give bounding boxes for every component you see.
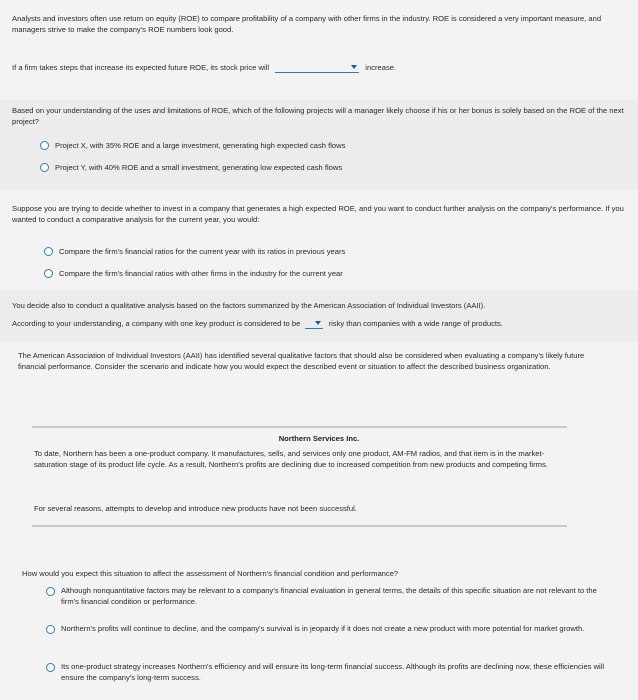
radio-button[interactable] xyxy=(46,587,55,596)
q5-section xyxy=(0,342,638,700)
q3-option-1-label: Compare the firm's financial ratios for the current year with its ratios in previous years xyxy=(59,247,346,256)
q4-line1: You decide also to conduct a qualitative analysis based on the factors summarized by the American Association of Individual Investors (AAII). xyxy=(12,301,486,310)
case-title: Northern Services Inc. xyxy=(278,434,360,443)
q2-option-2[interactable] xyxy=(40,162,342,173)
q2-prompt: Based on your understanding of the uses and limitations of ROE, which of the following projects will a manager likely choose if his or her bonus is solely based on the ROE of the next project? xyxy=(12,106,624,127)
q3-option-2-label: Compare the firm's financial ratios with other firms in the industry for the current year xyxy=(59,269,343,278)
q5-option-1[interactable] xyxy=(46,585,606,608)
q5-option-3[interactable] xyxy=(46,661,606,684)
q1-prefix: If a firm takes steps that increase its expected future ROE, its stock price will xyxy=(12,63,270,72)
q2-option-1-label: Project X, with 35% ROE and a large investment, generating high expected cash flows xyxy=(55,141,346,150)
q5-option-2-label: Northern's profits will continue to decline, and the company's survival is in jeopardy if it does not create a new product with more potential for market growth. xyxy=(61,624,585,633)
intro-section xyxy=(0,0,638,100)
chevron-down-icon xyxy=(351,65,357,69)
q5-intro: The American Association of Individual Investors (AAII) has identified several qualitative factors that should also be considered when evaluating a company's likely future financial performance. Consider the scenario and indicate how you would expect the described event or situation to affect the described business organization. xyxy=(18,351,585,372)
radio-button[interactable] xyxy=(46,663,55,672)
q4-section xyxy=(0,290,638,342)
q2-option-2-label: Project Y, with 40% ROE and a small investment, generating low expected cash flows xyxy=(55,163,343,172)
q1-line xyxy=(12,62,624,73)
q4-dropdown[interactable] xyxy=(305,319,323,329)
radio-button[interactable] xyxy=(44,269,53,278)
intro-text: Analysts and investors often use return on equity (ROE) to compare profitability of a company with other firms in the industry. ROE is considered a very important measure, and managers strive to make the company's ROE numbers look good. xyxy=(12,14,602,35)
radio-button[interactable] xyxy=(44,247,53,256)
chevron-down-icon xyxy=(315,321,321,325)
q3-option-2[interactable] xyxy=(44,268,343,279)
q1-dropdown[interactable] xyxy=(275,63,359,73)
q5-option-1-label: Although nonquantitative factors may be relevant to a company's financial evaluation in general terms, the details of this specific situation are not relevant to the firm's financial condition or performance. xyxy=(61,586,597,607)
q3-section xyxy=(0,190,638,290)
q3-prompt: Suppose you are trying to decide whether to invest in a company that generates a high expected ROE, and you want to conduct further analysis on the company's performance. If you wanted to conduct a comparative analysis for the current year, you would: xyxy=(12,204,624,225)
q3-option-1[interactable] xyxy=(44,246,345,257)
q1-suffix: increase. xyxy=(365,63,397,72)
q4-suffix: risky than companies with a wide range of products. xyxy=(328,319,503,328)
q4-prefix: According to your understanding, a company with one key product is considered to be xyxy=(12,319,301,328)
case-paragraph-2: For several reasons, attempts to develop and introduce new products have not been successful. xyxy=(34,504,357,513)
q2-option-1[interactable] xyxy=(40,140,345,151)
radio-button[interactable] xyxy=(40,163,49,172)
q4-line2 xyxy=(12,318,624,329)
case-paragraph-1: To date, Northern has been a one-product company. It manufactures, sells, and services only one product, AM-FM radios, and that item is in the market-saturation stage of its product life cycle. As a result, Northern's profits are declining due to increased competition from new products and competing firms. xyxy=(34,449,548,470)
radio-button[interactable] xyxy=(40,141,49,150)
q5-question: How would you expect this situation to affect the assessment of Northern's financial condition and performance? xyxy=(22,569,399,578)
q5-option-3-label: Its one-product strategy increases Northern's efficiency and will ensure its long-term financial success. Although its profits are declining now, these efficiencies will ensure the company's long-term success. xyxy=(61,662,605,683)
radio-button[interactable] xyxy=(46,625,55,634)
case-bottom-divider xyxy=(32,525,567,527)
q2-section xyxy=(0,100,638,190)
case-top-divider xyxy=(32,426,567,428)
q5-option-2[interactable] xyxy=(46,623,606,634)
